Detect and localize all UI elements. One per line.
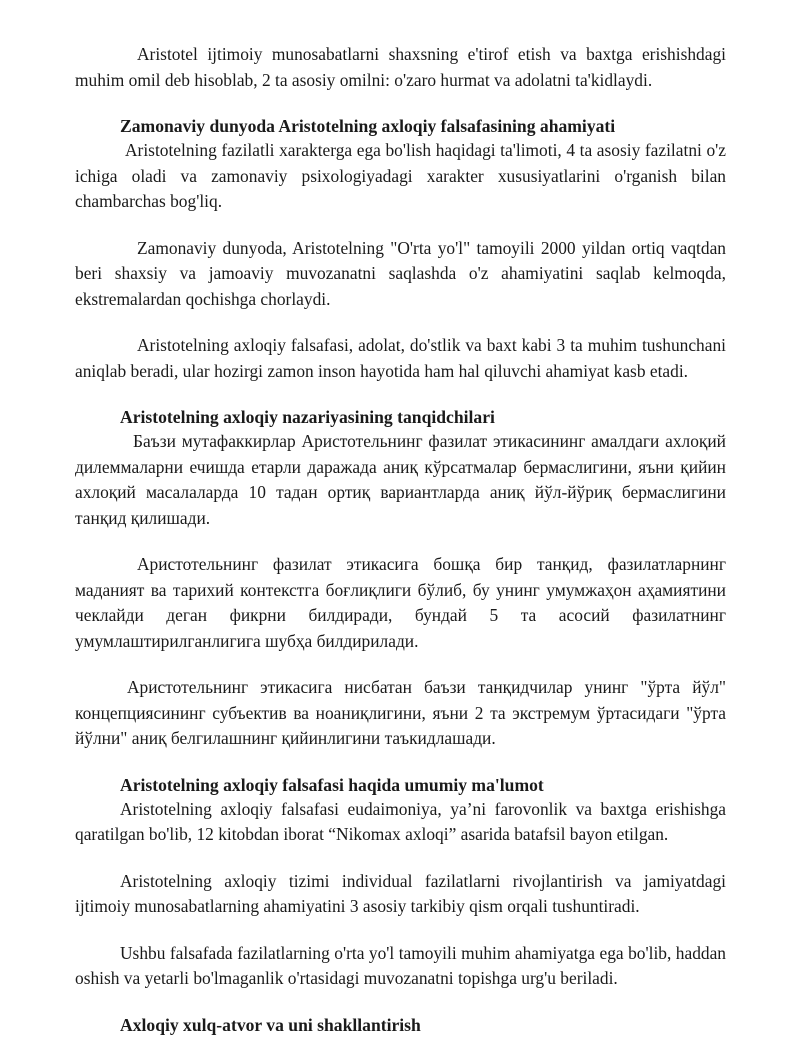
paragraph: Aristotelning fazilatli xarakterga ega bo'lish haqidagi ta'limoti, 4 ta asosiy fazilatni o'z ichiga oladi va zamonaviy psixologiyadagi xarakter xususiyatlarini o'rganish bilan chambarchas bog'liq. (75, 140, 726, 211)
section-heading: Axloqiy xulq-atvor va uni shakllantirish (120, 1014, 421, 1035)
paragraph: Aristotelning axloqiy tizimi individual fazilatlarni rivojlantirish va jamiyatdagi ijtimoiy munosabatlarning ahamiyatini 3 asosiy tarkibiy qism orqali tushuntiradi. (75, 870, 726, 916)
paragraph: Aristotelning axloqiy falsafasi, adolat, do'stlik va baxt kabi 3 ta muhim tushunchani aniqlab beradi, ular hozirgi zamon inson hayotida ham hal qiluvchi ahamiyat kasb etadi. (75, 335, 726, 381)
section-heading: Aristotelning axloqiy falsafasi haqida umumiy ma'lumot (120, 774, 544, 795)
document-page (75, 42, 726, 1037)
paragraph: Zamonaviy dunyoda, Aristotelning "O'rta yo'l" tamoyili 2000 yildan ortiq vaqtdan beri shaxsiy va jamoaviy muvozanatni saqlashda o'z ahamiyatini saqlab kelmoqda, ekstremalardan qochishga chorlaydi. (75, 237, 726, 309)
section-heading: Aristotelning axloqiy nazariyasining tanqidchilari (120, 407, 495, 427)
paragraph: Баъзи мутафаккирлар Аристотельнинг фазилат этикасининг амалдаги ахлоқий дилеммаларни ечишда етарли даражада аниқ кўрсатмалар бермаслигини, яъни қийин ахлоқий масалаларда 10 тадан ортиқ вариантларда аниқ йўл-йўриқ бермаслигини танқид қилишади. (75, 431, 726, 528)
paragraph: Ushbu falsafada fazilatlarning o'rta yo'l tamoyili muhim ahamiyatga ega bo'lib, haddan oshish va yetarli bo'lmaganlik o'rtasidagi muvozanatni topishga urg'u beriladi. (75, 942, 726, 988)
section-heading: Zamonaviy dunyoda Aristotelning axloqiy falsafasining ahamiyati (120, 116, 616, 136)
paragraph: Аристотельнинг этикасига нисбатан баъзи танқидчилар унинг "ўрта йўл" концепциясининг субъектив ва ноаниқлигини, яъни 2 та экстремум ўртасидаги "ўрта йўлни" аниқ белгилашнинг қийинлигини таъкидлашади. (75, 677, 726, 748)
paragraph: Аристотельнинг фазилат этикасига бошқа бир танқид, фазилатларнинг маданият ва тарихий контекстга боғлиқлиги бўлиб, бу унинг умумжаҳон аҳамиятини чеклайди деган фикрни билдиради, бундай 5 та асосий фазилатнинг умумлаштирилганлигига шубҳа билдирилади. (75, 554, 726, 651)
paragraph: Aristotelning axloqiy falsafasi eudaimoniya, ya’ni farovonlik va baxtga erishishga qaratilgan bo'lib, 12 kitobdan iborat “Nikomax axloqi” asarida batafsil bayon etilgan. (75, 798, 726, 844)
paragraph: Aristotel ijtimoiy munosabatlarni shaxsning e'tirof etish va baxtga erishishdagi muhim omil deb hisoblab, 2 ta asosiy omilni: o'zaro hurmat va adolatni ta'kidlaydi. (75, 44, 726, 90)
